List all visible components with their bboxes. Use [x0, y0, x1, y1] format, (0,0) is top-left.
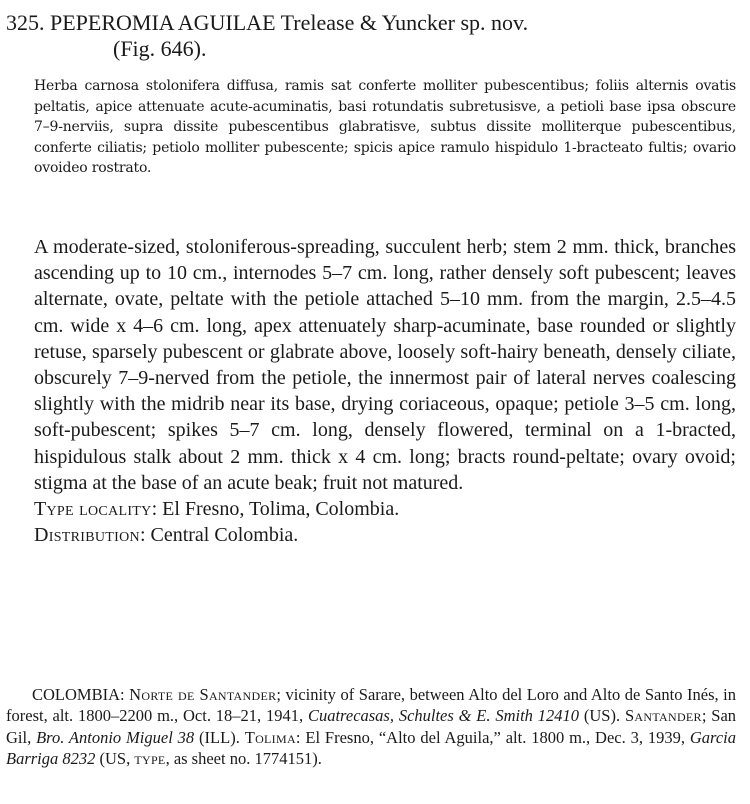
specimens-country: COLOMBIA:	[32, 685, 125, 704]
species-authors: Trelease & Yuncker	[280, 10, 455, 35]
english-description: A moderate-sized, stoloniferous-spreading, succulent herb; stem 2 mm. thick, branches ascending up to 10 cm., internodes 5–7 cm. long, rather densely soft pubescent; leaves alternate, ovate, peltate with the petiole attached 5–10 mm. from the margin, 2.5–4.5 cm. wide x 4–6 cm. long, apex attenuately sharp-acuminate, base rounded or slightly retuse, sparsely pubescent or glabrate above, loosely soft-hairy beneath, densely ciliate, obscurely 7–9-nerved from the petiole, the innermost pair of lateral nerves coalescing slightly with the midrib near its base, drying coriaceous, opaque; petiole 3–5 cm. long, soft-pubescent; spikes 5–7 cm. long, densely flowered, terminal on a 1-bracted, hispidulous stalk about 2 mm. thick x 4 cm. long; bracts round-peltate; ovary ovoid; stigma at the base of an acute beak; fruit not matured.	[34, 236, 736, 494]
specimens-collector-3: Garcia Barriga 8232	[6, 727, 736, 768]
specimens-text-6: (US,	[99, 748, 131, 768]
specimens-collector-2: Bro. Antonio Miguel 38	[36, 727, 195, 747]
type-locality-value: : El Fresno, Tolima, Colombia.	[151, 498, 400, 521]
specimens-dept-norte-de-santander: Norte de Santander	[129, 685, 277, 704]
specimens-type-word: type	[134, 748, 166, 768]
specimens-text-1: ; vicinity of Sarare, between Alto del Loro and Alto de Santo Inés, in forest, alt. 1800–2200 m., Oct. 18–21, 1941,	[6, 685, 737, 726]
specimens-dept-tolima: Tolima	[244, 727, 296, 747]
type-locality-label: Type locality	[34, 498, 152, 521]
specimens-text-3: ; San Gil,	[6, 706, 737, 747]
specimens-text-4: (ILL).	[199, 727, 240, 747]
distribution	[34, 522, 736, 548]
specimens-text-5: : El Fresno, “Alto del Aguila,” alt. 1800 m., Dec. 3, 1939,	[295, 727, 685, 747]
species-status: sp. nov.	[460, 10, 529, 35]
specimens-text-7: , as sheet no. 1774151).	[165, 748, 322, 768]
specimens-cited	[6, 684, 736, 769]
latin-description: Herba carnosa stolonifera diffusa, ramis sat conferte molliter pubescentibus; foliis alternis ovatis peltatis, apice attenuate acute-acuminatis, basi rotundatis subretusisve, a petioli base ipsa obscure 7–9-nerviis, supra dissite pubescentibus glabratisve, subtus dissite molliterque pubescentibus, conferte ciliatis; petiolo molliter pubescente; spicis apice ramulo hispidulo 1-bracteato fultis; ovario ovoideo rostrato.	[34, 78, 736, 176]
figure-reference: (Fig. 646).	[113, 36, 207, 61]
specimens-text-2: (US).	[583, 706, 621, 726]
distribution-label: Distribution	[34, 524, 140, 547]
english-description-block	[34, 234, 736, 548]
specimens-dept-santander: Santander	[624, 706, 702, 726]
specimens-paragraph	[6, 684, 736, 769]
type-locality	[34, 496, 736, 522]
species-number: 325.	[6, 10, 45, 35]
species-name: PEPEROMIA AGUILAE	[50, 10, 276, 35]
specimens-collectors-1: Cuatrecasas, Schultes & E. Smith 12410	[307, 706, 580, 726]
distribution-value: : Central Colombia.	[139, 524, 299, 547]
species-heading	[6, 10, 736, 62]
